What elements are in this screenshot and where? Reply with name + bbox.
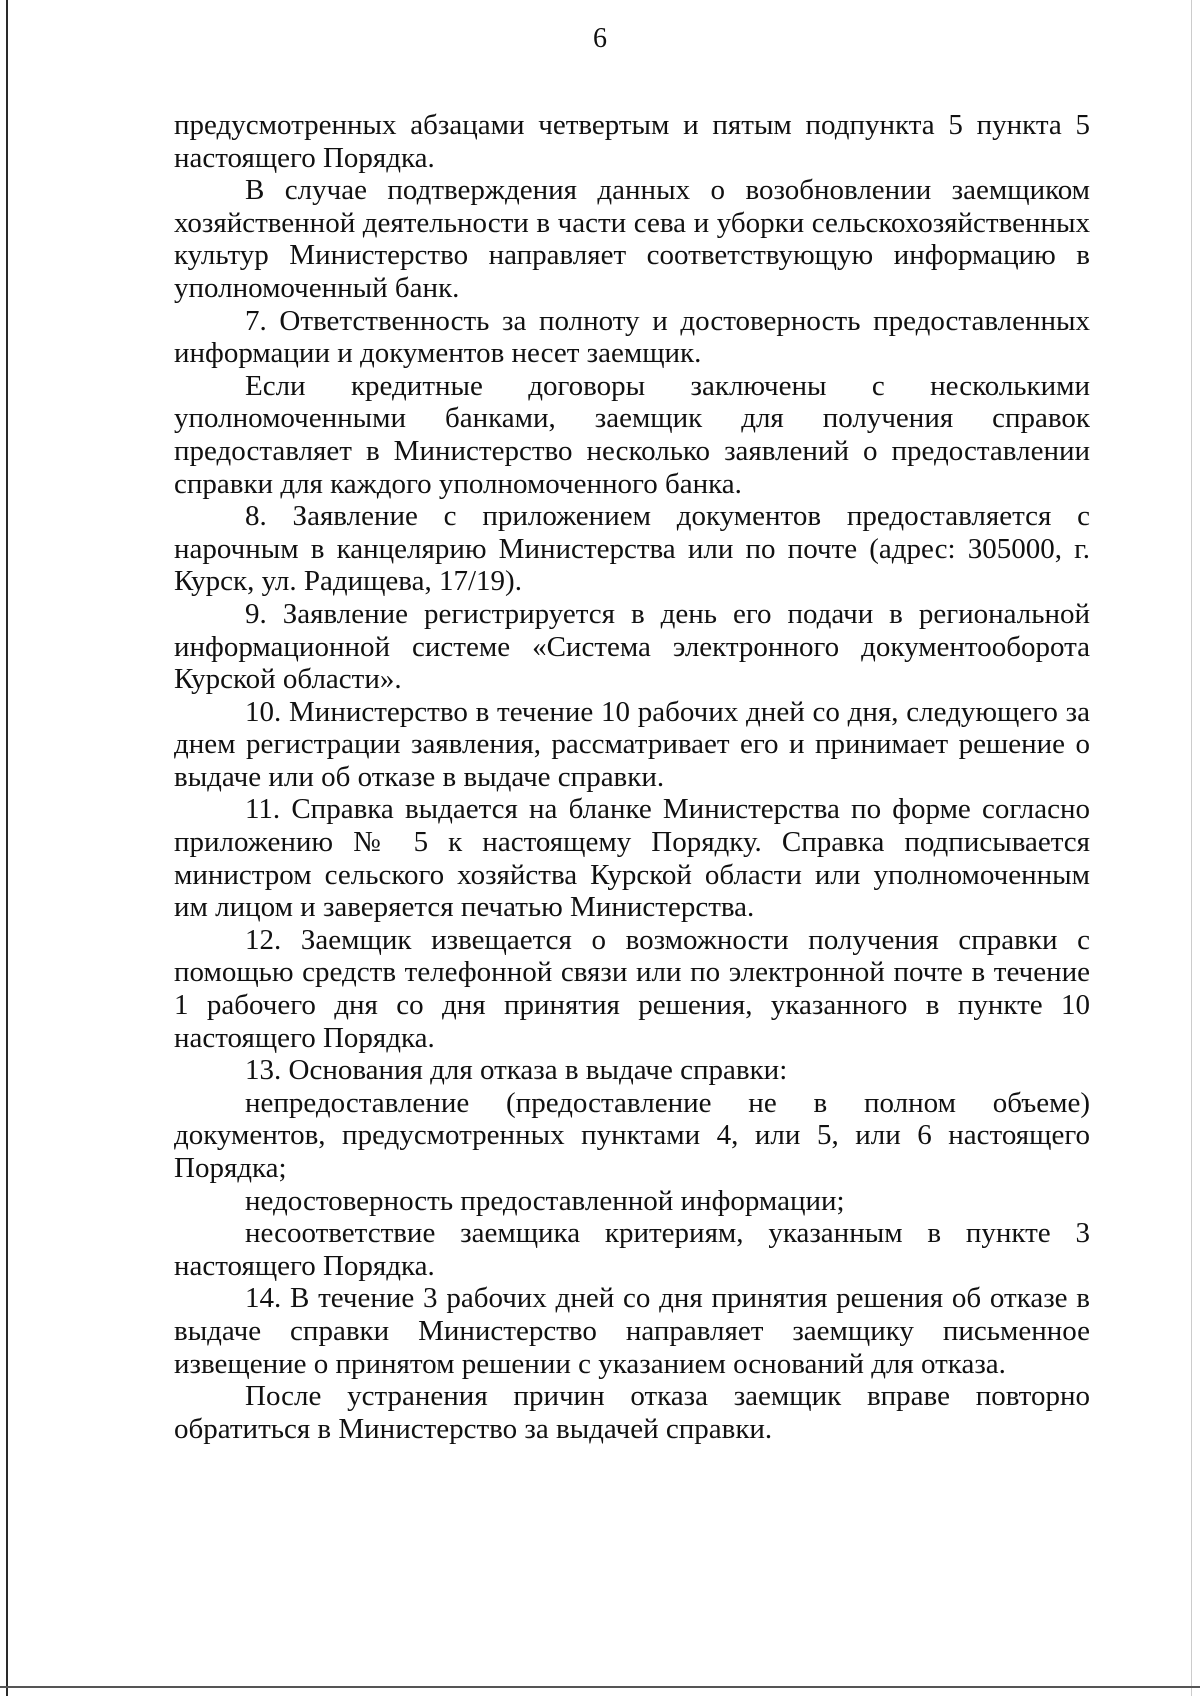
paragraph-item-10: 10. Министерство в течение 10 рабочих дней со дня, следующего за днем регистрации заявления, рассматривает его и принимает решение о выдаче или об отказе в выдаче справки. [174, 695, 1090, 793]
paragraph-refusal-ground-1: непредоставление (предоставление не в полном объеме) документов, предусмотренных пунктами 4, или 5, или 6 настоящего Порядка; [174, 1086, 1090, 1184]
paragraph-refusal-ground-3: несоответствие заемщика критериям, указанным в пункте 3 настоящего Порядка. [174, 1217, 1090, 1282]
paragraph-item-9: 9. Заявление регистрируется в день его подачи в региональной информационной системе «Система электронного документооборота Курской области». [174, 597, 1090, 696]
paragraph-item-13: 13. Основания для отказа в выдаче справки: [245, 1054, 788, 1087]
paragraph-multiple-banks: Если кредитные договоры заключены с несколькими уполномоченными банками, заемщик для получения справок предоставляет в Министерство несколько заявлений о предоставлении справки для каждого уполномоченного банка. [174, 369, 1090, 500]
paragraph-item-8: 8. Заявление с приложением документов предоставляется с нарочным в канцелярию Министерства или по почте (адрес: 305000, г. Курск, ул. Радищева, 17/19). [174, 500, 1090, 598]
paragraph-item-14: 14. В течение 3 рабочих дней со дня принятия решения об отказе в выдаче справки Министерство направляет заемщику письменное извещение о принятом решении с указанием оснований для отказа. [174, 1282, 1090, 1380]
scan-edge-left [6, 0, 8, 1696]
scan-edge-right [1191, 0, 1192, 1696]
paragraph-resumption-confirmation: В случае подтверждения данных о возобновлении заемщиком хозяйственной деятельности в части сева и уборки сельскохозяйственных культур Министерство направляет соответствующую информацию в уполномоченный банк. [174, 174, 1090, 304]
paragraph-refusal-ground-2: недостоверность предоставленной информации; [245, 1184, 845, 1217]
paragraph-item-7: 7. Ответственность за полноту и достоверность предоставленных информации и документов несет заемщик. [174, 304, 1090, 370]
page-number: 6 [593, 23, 607, 54]
paragraph-item-12: 12. Заемщик извещается о возможности получения справки с помощью средств телефонной связи или по электронной почте в течение 1 рабочего дня со дня принятия решения, указанного в пункте 10 настоящего Порядка. [174, 923, 1090, 1054]
paragraph-continuation: предусмотренных абзацами четвертым и пятым подпункта 5 пункта 5 настоящего Порядка. [174, 109, 1090, 174]
paragraph-reapply: После устранения причин отказа заемщик вправе повторно обратиться в Министерство за выдачей справки. [174, 1380, 1090, 1445]
scan-edge-bottom [0, 1686, 1200, 1688]
paragraph-item-11: 11. Справка выдается на бланке Министерства по форме согласно приложению № 5 к настоящему Порядку. Справка подписывается министром сельского хозяйства Курской области или уполномоченным им лицом и заверяется печатью Министерства. [174, 793, 1090, 924]
document-body [174, 109, 1090, 1445]
